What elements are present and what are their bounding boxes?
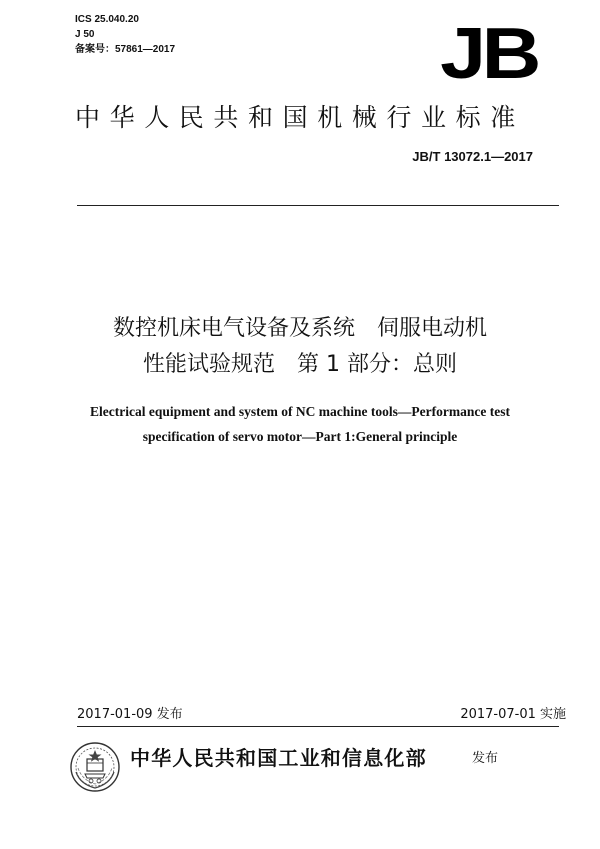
issuer-suffix: 发布 — [472, 751, 499, 766]
filing-number: 备案号：57861—2017 — [75, 44, 176, 55]
implementation-date: 2017-07-01 实施 — [460, 707, 566, 722]
title-zh-line2: 性能试验规范 第 1 部分：总则 — [143, 352, 457, 377]
footer-divider — [77, 726, 559, 727]
ccs-code: J 50 — [75, 29, 95, 40]
ministry-emblem-icon — [68, 740, 122, 794]
standard-category-title: 中华人民共和国机械行业标准 — [75, 103, 525, 132]
title-zh-line1: 数控机床电气设备及系统 伺服电动机 — [112, 316, 487, 341]
ics-code: ICS 25.040.20 — [75, 14, 139, 25]
header-divider — [77, 205, 559, 206]
standard-number: JB/T 13072.1—2017 — [412, 149, 533, 164]
title-en-line1: Electrical equipment and system of NC machine tools—Performance test — [90, 404, 510, 419]
issue-date: 2017-01-09 发布 — [77, 707, 183, 722]
jb-logo: JB — [440, 14, 537, 94]
issuer-name: 中华人民共和国工业和信息化部 — [130, 746, 427, 770]
title-en-line2: specification of servo motor—Part 1:General principle — [142, 429, 458, 444]
